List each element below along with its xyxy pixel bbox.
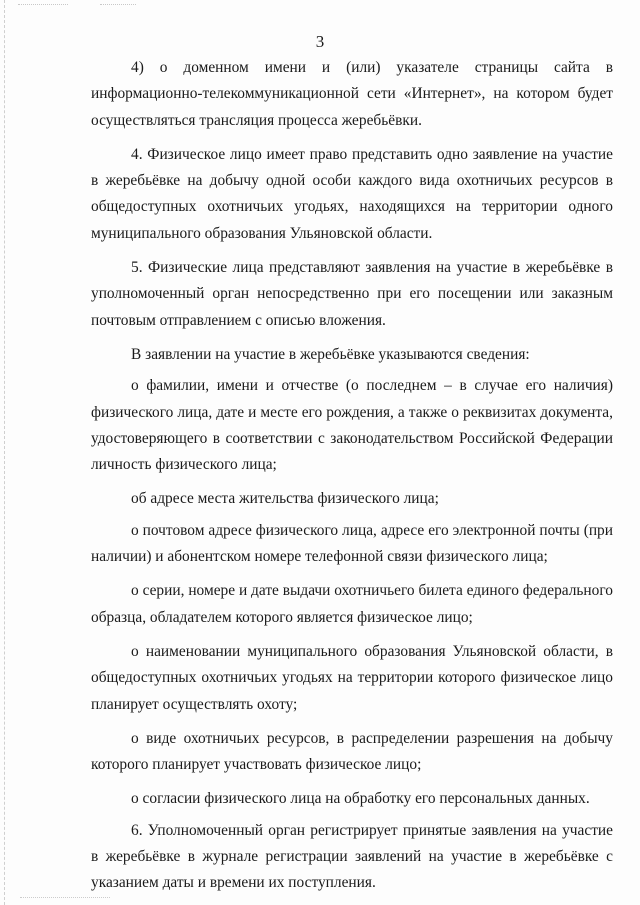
paragraph-info-municipality: о наименовании муниципального образования Ульяновской области, в общедоступных охотничьих угодьях на территории которого физическое лицо планирует осуществлять охоту; [91, 642, 613, 713]
scan-top-mark [100, 4, 136, 6]
paragraph-info-residence: об адресе места жительства физического лица; [131, 490, 439, 508]
paragraph-clause-4: 4. Физическое лицо имеет право представить одно заявление на участие в жеребьёвке на добычу одной особи каждого вида охотничьих ресурсов в общедоступных охотничьих угодьях, находящихся на территории одного муниципального образования Ульяновской области. [91, 145, 613, 242]
paragraph-clause-6: 6. Уполномоченный орган регистрирует принятые заявления на участие в жеребьёвке в журнале регистрации заявлений на участие в жеребьёвке с указанием даты и времени их поступления. [91, 821, 613, 892]
paragraph-info-species: о виде охотничьих ресурсов, в распределении разрешения на добычу которого планирует участвовать физическое лицо; [91, 729, 613, 774]
paragraph-clause-5: 5. Физические лица представляют заявления на участие в жеребьёвке в уполномоченный орган непосредственно при его посещении или заказным почтовым отправлением с описью вложения. [91, 259, 613, 329]
paragraph-info-consent: о согласии физического лица на обработку его персональных данных. [131, 790, 590, 808]
paragraph-info-name: о фамилии, имени и отчестве (о последнем – в случае его наличия) физического лица, дате и месте его рождения, а также о реквизитах документа, удостоверяющего в соответствии с законодательством Российской Федерации личность физического лица; [91, 377, 613, 474]
scan-left-edge [4, 0, 6, 905]
document-body [91, 55, 613, 905]
scan-top-mark [18, 4, 68, 6]
page-number: 3 [315, 32, 325, 51]
paragraph-info-license: о серии, номере и дате выдачи охотничьего билета единого федерального образца, обладателем которого является физическое лицо; [91, 582, 613, 626]
paragraph-item-4: 4) о доменном имени и (или) указателе страницы сайта в информационно-телекоммуникационной сети «Интернет», на котором будет осуществляться трансляция процесса жеребьёвки. [91, 59, 613, 129]
paragraph-info-contacts: о почтовом адресе физического лица, адресе его электронной почты (при наличии) и абонентском номере телефонной связи физического лица; [91, 521, 613, 566]
paragraph-info-intro: В заявлении на участие в жеребьёвке указываются сведения: [131, 345, 530, 363]
